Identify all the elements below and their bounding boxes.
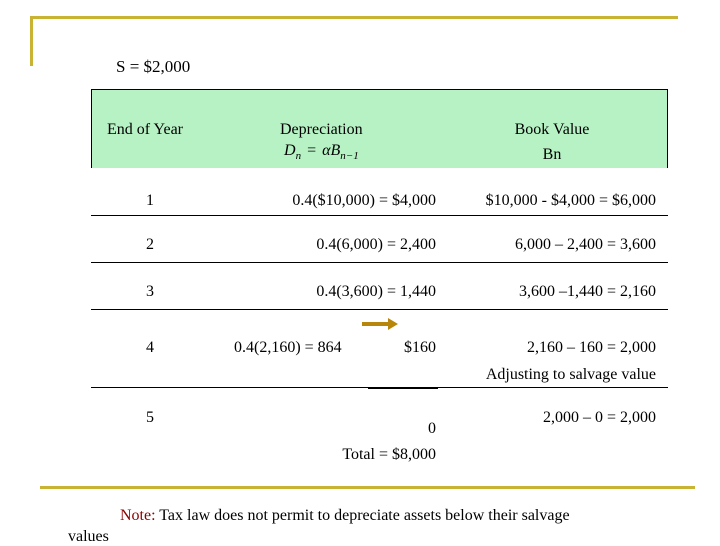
row-5-book-value: 2,000 – 0 = 2,000 bbox=[542, 409, 656, 426]
row-divider bbox=[91, 309, 668, 310]
table-border-top bbox=[91, 89, 668, 90]
formula-equals: = bbox=[307, 142, 317, 159]
note bbox=[120, 507, 570, 525]
arrow-right-icon bbox=[362, 318, 398, 330]
header-depreciation: Depreciation bbox=[280, 121, 363, 138]
note-text: Tax law does not permit to depreciate assets below their salvage bbox=[159, 507, 570, 524]
note-text-continuation: values bbox=[68, 528, 109, 545]
row-2-depreciation: 0.4(6,000) = 2,400 bbox=[316, 236, 436, 253]
row-4-book-value: 2,160 – 160 = 2,000 bbox=[526, 339, 656, 356]
formula-lhs: D bbox=[284, 142, 296, 159]
row-1-depreciation: 0.4($10,000) = $4,000 bbox=[292, 192, 436, 209]
sum-line bbox=[368, 388, 438, 389]
row-4-depreciation-calc: 0.4(2,160) = 864 bbox=[234, 339, 342, 356]
table-border-left bbox=[91, 89, 92, 168]
table-border-right bbox=[667, 89, 668, 168]
row-2-book-value: 6,000 – 2,400 = 3,600 bbox=[514, 236, 656, 253]
decor-left-line bbox=[30, 16, 33, 66]
formula-rhs: αB bbox=[322, 142, 341, 159]
row-5-depreciation: 0 bbox=[428, 420, 436, 437]
decor-top-line bbox=[30, 16, 678, 19]
row-divider bbox=[91, 262, 668, 263]
row-2-year: 2 bbox=[146, 236, 154, 253]
row-4-depreciation-adjusted: $160 bbox=[404, 339, 436, 356]
row-1-year: 1 bbox=[146, 192, 154, 209]
header-book-value: Book Value bbox=[514, 121, 590, 138]
formula-rhs-sub: n−1 bbox=[340, 150, 359, 163]
row-3-book-value: 3,600 –1,440 = 2,160 bbox=[518, 283, 656, 300]
row-4-year: 4 bbox=[146, 339, 154, 356]
note-label: Note: bbox=[120, 507, 156, 524]
header-book-value-bn: Bn bbox=[542, 146, 562, 163]
row-1-book-value: $10,000 - $4,000 = $6,000 bbox=[485, 192, 656, 209]
formula-lhs-sub: n bbox=[295, 150, 302, 163]
decor-bottom-line bbox=[40, 486, 695, 489]
row-4-book-value-note: Adjusting to salvage value bbox=[485, 366, 656, 383]
depreciation-formula bbox=[284, 142, 359, 162]
row-3-year: 3 bbox=[146, 283, 154, 300]
header-end-of-year: End of Year bbox=[107, 121, 183, 138]
row-3-depreciation: 0.4(3,600) = 1,440 bbox=[316, 283, 436, 300]
row-5-year: 5 bbox=[146, 409, 154, 426]
salvage-value: S = $2,000 bbox=[116, 57, 191, 76]
row-divider bbox=[91, 215, 668, 216]
total-depreciation: Total = $8,000 bbox=[342, 446, 436, 463]
